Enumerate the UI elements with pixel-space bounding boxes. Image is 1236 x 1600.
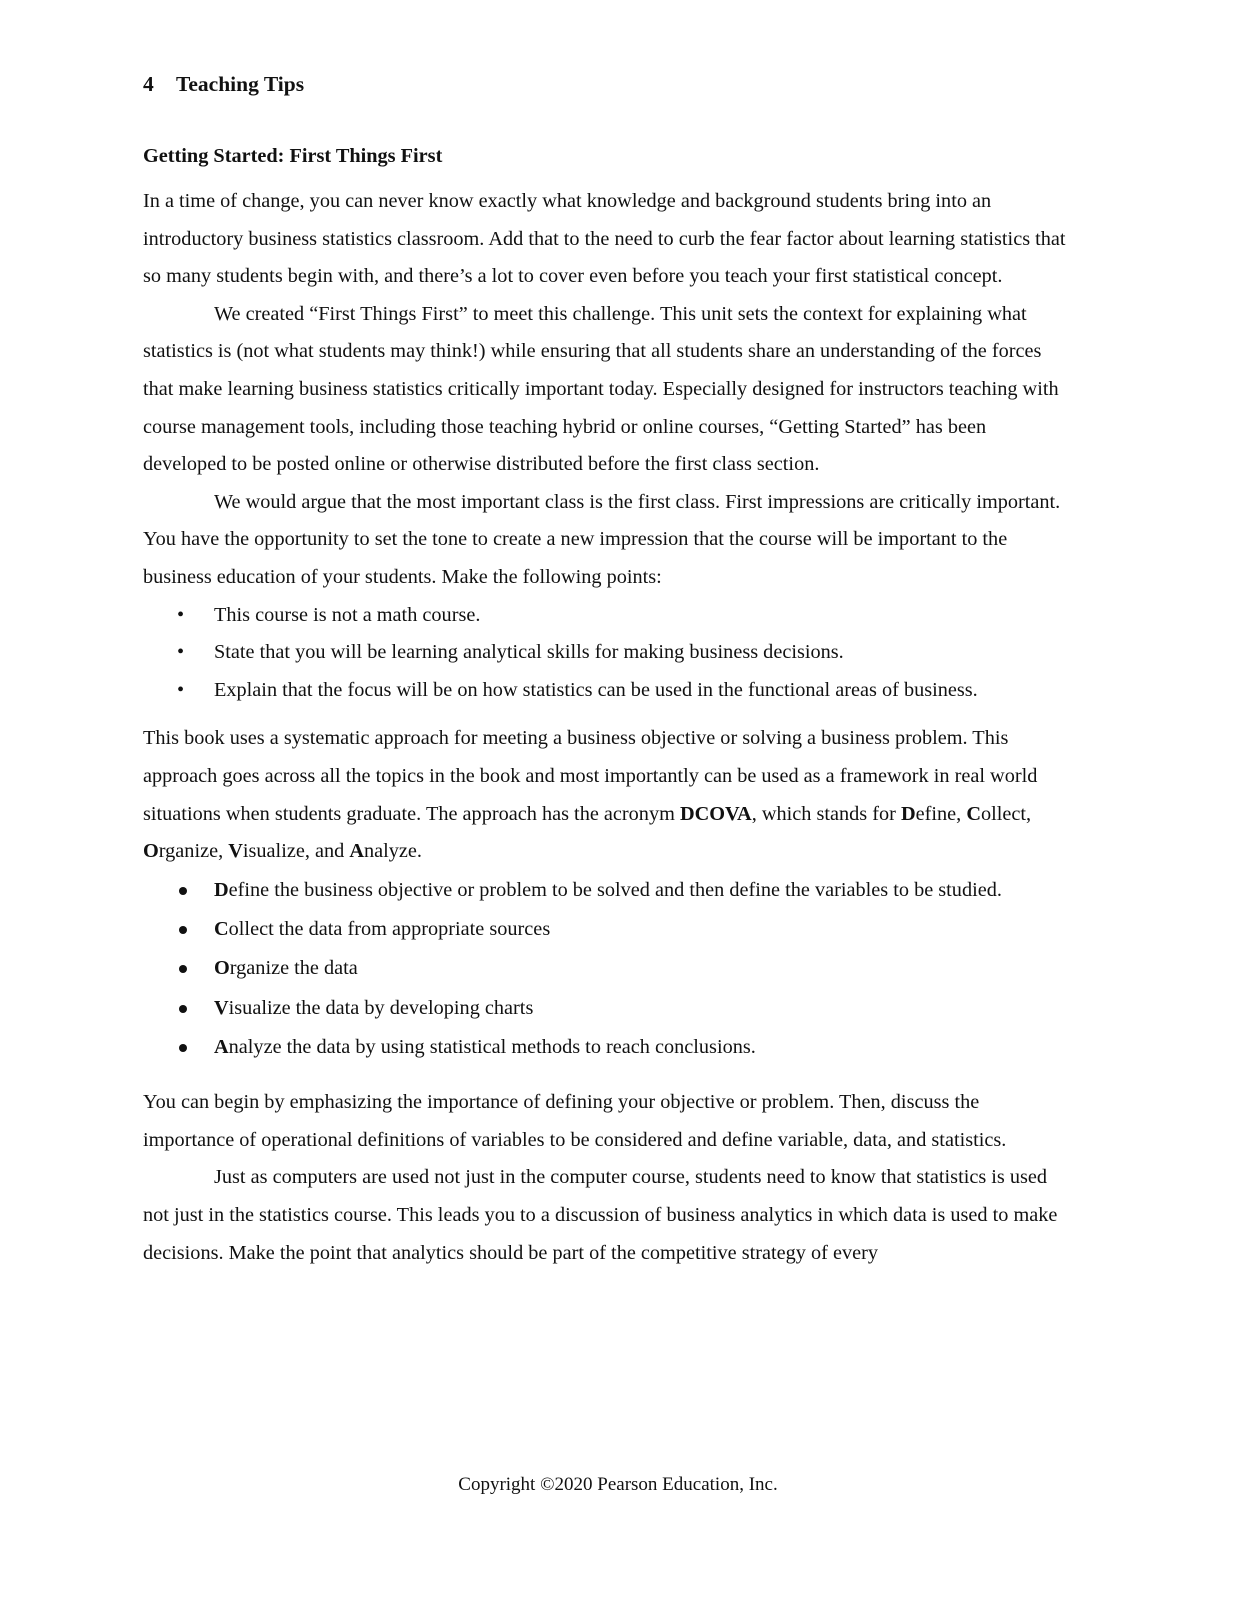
bullet-icon: • xyxy=(177,678,185,701)
paragraph-defining: You can begin by emphasizing the importance of defining your objective or problem. Then, discuss the importance of operational definitions of variables to be considered and define variable, data, and statistics. xyxy=(143,1091,1007,1151)
list-item: Collect the data from appropriate sources xyxy=(143,910,1073,949)
dcova-steps-list xyxy=(143,871,1073,1067)
paragraph-computers: Just as computers are used not just in the computer course, students need to know that statistics is used not just in the statistics course. This leads you to a discussion of business analytics in which data is used to make decisions. Make the point that analytics should be part of the competitive strategy of every xyxy=(143,1166,1058,1264)
list-item: Visualize the data by developing charts xyxy=(143,989,1073,1028)
copyright-footer: Copyright ©2020 Pearson Education, Inc. xyxy=(458,1474,778,1495)
list-item: • Explain that the focus will be on how statistics can be used in the functional areas of business. xyxy=(143,672,1073,710)
page-number: 4 xyxy=(143,72,154,96)
main-content xyxy=(143,141,1073,1272)
dcova-acronym: DCOVA xyxy=(679,802,752,825)
paragraph-first-class: We would argue that the most important class is the first class. First impressions are critically important. You have the opportunity to set the tone to create a new impression that the course will be important to the business education of your students. Make the following points: xyxy=(143,490,1061,588)
list-item: Organize the data xyxy=(143,949,1073,988)
section-heading: Getting Started: First Things First xyxy=(143,145,443,167)
running-header xyxy=(143,70,304,98)
bullet-icon: • xyxy=(177,641,185,664)
bullet-dot-icon xyxy=(179,887,187,895)
bullet-dot-icon xyxy=(179,1044,187,1052)
bullet-dot-icon xyxy=(179,965,187,973)
list-item: Analyze the data by using statistical methods to reach conclusions. xyxy=(143,1028,1073,1067)
paragraph-first-things-first: We created “First Things First” to meet this challenge. This unit sets the context for explaining what statistics is (not what students may think!) while ensuring that all students share an understanding of the forces that make learning business statistics critically important today. Especially designed for instructors teaching with course management tools, including those teaching hybrid or online courses, “Getting Started” has been developed to be posted online or otherwise distributed before the first class section. xyxy=(143,302,1059,476)
list-item: Define the business objective or problem to be solved and then define the variables to be studied. xyxy=(143,871,1073,910)
bullet-icon: • xyxy=(177,603,185,626)
list-item: • This course is not a math course. xyxy=(143,597,1073,635)
bullet-dot-icon xyxy=(179,1005,187,1013)
paragraph-intro: In a time of change, you can never know exactly what knowledge and background students bring into an introductory business statistics classroom. Add that to the need to curb the fear factor about learning statistics that so many students begin with, and there’s a lot to cover even before you teach your first statistical concept. xyxy=(143,190,1066,288)
paragraph-dcova-intro: This book uses a systematic approach for meeting a business objective or solving a business problem. This approach goes across all the topics in the book and most importantly can be used as a framework in real world situations when students graduate. The approach has the acronym DCOVA, which stands for Define, Collect, Organize, Visualize, and Analyze. xyxy=(143,727,1038,863)
first-class-points-list xyxy=(143,597,1073,710)
header-title: Teaching Tips xyxy=(176,72,305,96)
list-item: • State that you will be learning analytical skills for making business decisions. xyxy=(143,634,1073,672)
bullet-dot-icon xyxy=(179,926,187,934)
